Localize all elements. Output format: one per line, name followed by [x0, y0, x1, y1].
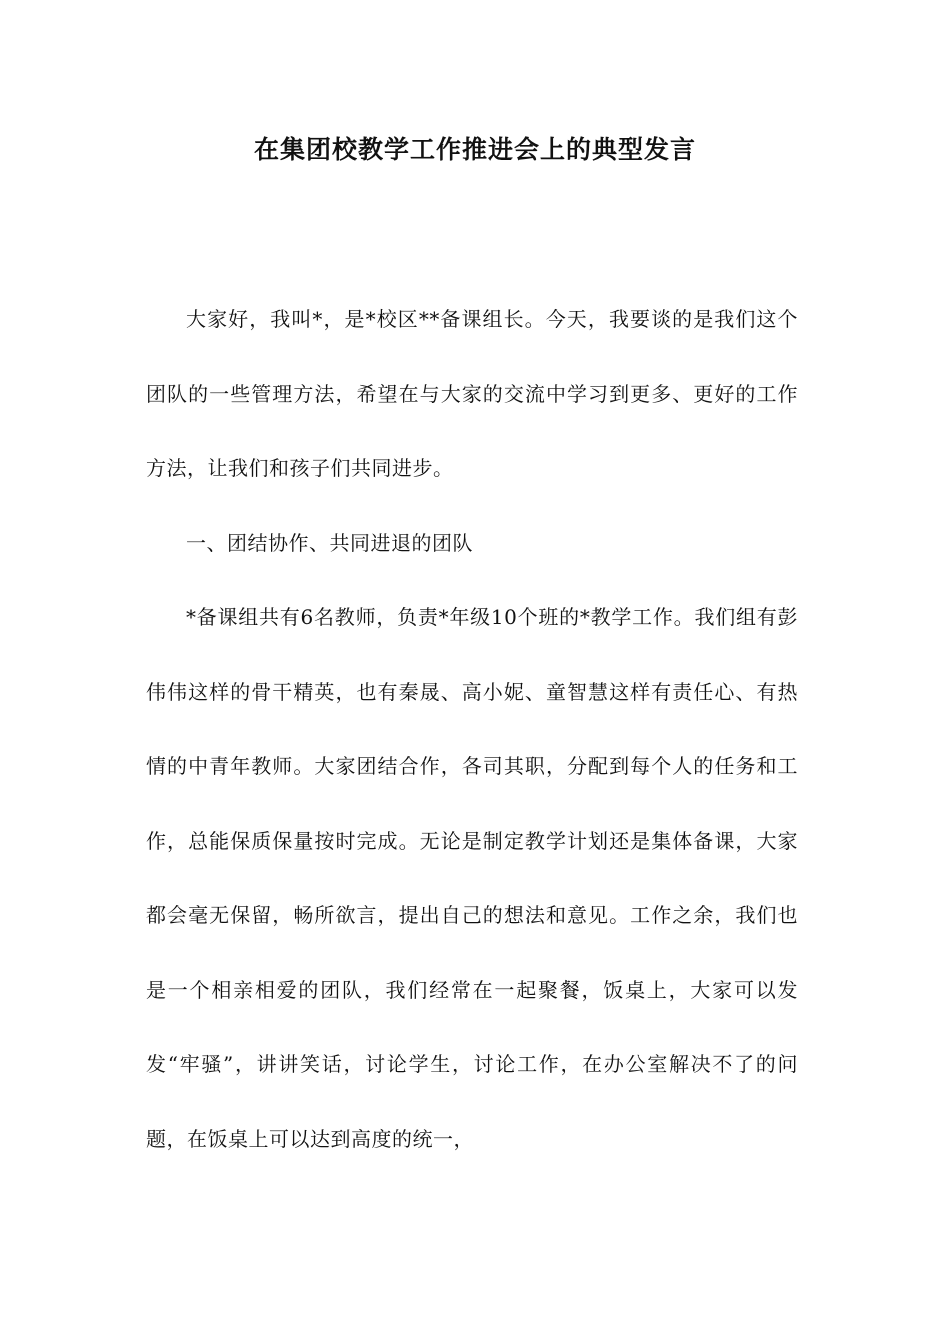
paragraph-intro: 大家好，我叫*，是*校区**备课组长。今天，我要谈的是我们这个团队的一些管理方法，希望在与大家的交流中学习到更多、更好的工作方法，让我们和孩子们共同进步。 [146, 307, 798, 480]
document-body [146, 282, 798, 1176]
paragraph-team: *备课组共有6名教师，负责*年级10个班的*教学工作。我们组有彭伟伟这样的骨干精英，也有秦晟、高小妮、童智慧这样有责任心、有热情的中青年教师。大家团结合作，各司其职，分配到每个人的任务和工作，总能保质保量按时完成。无论是制定教学计划还是集体备课，大家都会毫无保留，畅所欲言，提出自己的想法和意见。工作之余，我们也是一个相亲相爱的团队，我们经常在一起聚餐，饭桌上，大家可以发发“牢骚”，讲讲笑话，讨论学生，讨论工作，在办公室解决不了的问题，在饭桌上可以达到高度的统一， [146, 605, 798, 1151]
document-title: 在集团校教学工作推进会上的典型发言 [253, 135, 696, 164]
section-heading-1: 一、团结协作、共同进退的团队 [186, 530, 473, 555]
